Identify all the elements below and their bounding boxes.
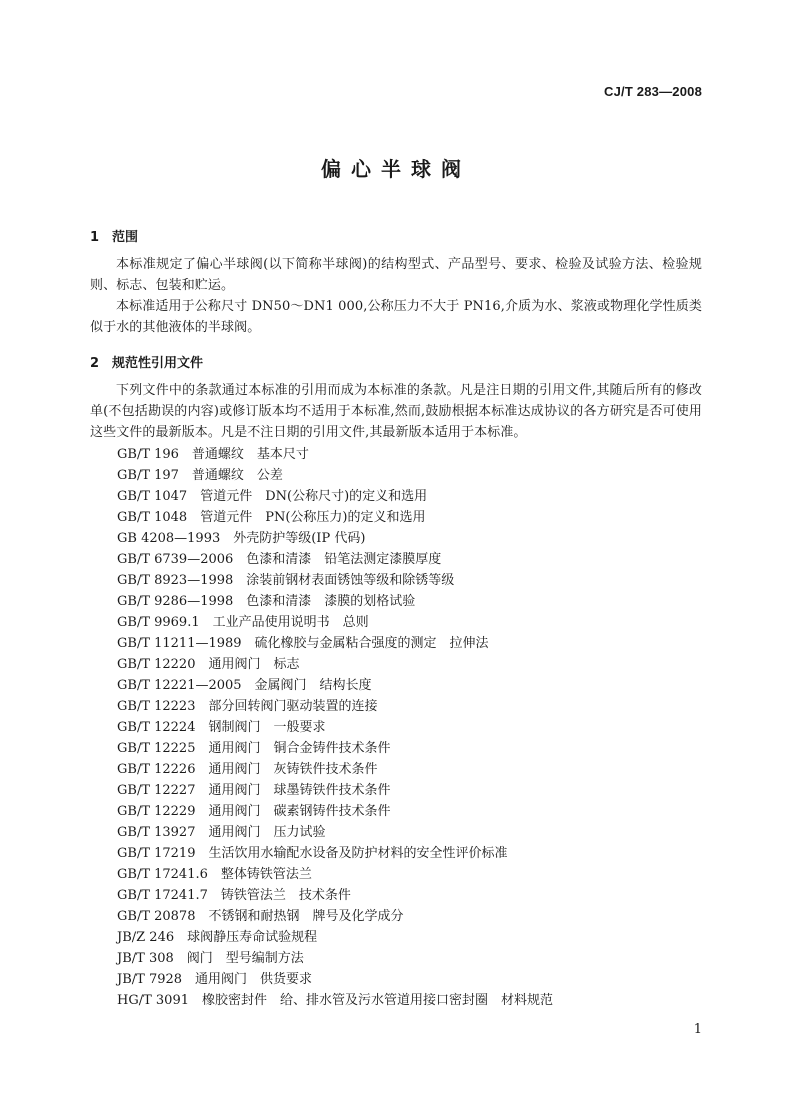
reference-item: GB/T 9969.1 工业产品使用说明书 总则 (117, 615, 369, 630)
section-number: 1 (90, 230, 100, 245)
reference-item: GB/T 196 普通螺纹 基本尺寸 (117, 447, 309, 462)
reference-item: GB/T 12221—2005 金属阀门 结构长度 (117, 678, 372, 693)
reference-item: JB/T 7928 通用阀门 供货要求 (117, 972, 313, 987)
reference-item: GB/T 197 普通螺纹 公差 (117, 468, 283, 483)
reference-item: GB/T 9286—1998 色漆和清漆 漆膜的划格试验 (117, 594, 416, 609)
reference-item: GB/T 17241.7 铸铁管法兰 技术条件 (117, 888, 351, 903)
standard-code: CJ/T 283—2008 (604, 84, 702, 99)
section-title: 规范性引用文件 (112, 356, 204, 371)
section-2-paragraph-1: 下列文件中的条款通过本标准的引用而成为本标准的条款。凡是注日期的引用文件,其随后所有的修改单(不包括勘误的内容)或修订版本均不适用于本标准,然而,鼓励根据本标准达成协议的各方研究是否可使用这些文件的最新版本。凡是不注日期的引用文件,其最新版本适用于本标准。 (90, 383, 702, 440)
reference-item: GB/T 1047 管道元件 DN(公称尺寸)的定义和选用 (117, 489, 428, 504)
section-2-heading (90, 352, 203, 371)
reference-item: JB/T 308 阀门 型号编制方法 (117, 951, 304, 966)
reference-item: GB/T 12220 通用阀门 标志 (117, 657, 300, 672)
reference-item: GB/T 1048 管道元件 PN(公称压力)的定义和选用 (117, 510, 426, 525)
section-number: 2 (90, 356, 100, 371)
reference-item: GB/T 11211—1989 硫化橡胶与金属粘合强度的测定 拉伸法 (117, 636, 489, 651)
section-1-heading (90, 226, 138, 245)
reference-item: GB/T 17241.6 整体铸铁管法兰 (117, 867, 312, 882)
section-title: 范围 (112, 230, 139, 245)
reference-item: GB/T 12226 通用阀门 灰铸铁件技术条件 (117, 762, 378, 777)
reference-item: GB/T 12224 钢制阀门 一般要求 (117, 720, 326, 735)
section-1-paragraph-1: 本标准规定了偏心半球阀(以下简称半球阀)的结构型式、产品型号、要求、检验及试验方法、检验规则、标志、包装和贮运。 (90, 257, 702, 293)
reference-item: GB/T 20878 不锈钢和耐热钢 牌号及化学成分 (117, 909, 404, 924)
document-title: 偏心半球阀 (321, 157, 471, 181)
page-number: 1 (693, 1022, 702, 1037)
reference-item: GB/T 12225 通用阀门 铜合金铸件技术条件 (117, 741, 391, 756)
reference-item: GB/T 17219 生活饮用水输配水设备及防护材料的安全性评价标准 (117, 846, 508, 861)
section-1-paragraph-2: 本标准适用于公称尺寸 DN50～DN1 000,公称压力不大于 PN16,介质为水、浆液或物理化学性质类似于水的其他液体的半球阀。 (90, 299, 702, 335)
reference-item: GB/T 6739—2006 色漆和清漆 铅笔法测定漆膜厚度 (117, 552, 442, 567)
reference-item: GB 4208—1993 外壳防护等级(IP 代码) (117, 531, 366, 546)
reference-item: GB/T 12229 通用阀门 碳素钢铸件技术条件 (117, 804, 391, 819)
reference-item: GB/T 12223 部分回转阀门驱动装置的连接 (117, 699, 378, 714)
normative-references-list (117, 444, 553, 1011)
reference-item: HG/T 3091 橡胶密封件 给、排水管及污水管道用接口密封圈 材料规范 (117, 993, 553, 1008)
reference-item: GB/T 8923—1998 涂装前钢材表面锈蚀等级和除锈等级 (117, 573, 455, 588)
reference-item: GB/T 13927 通用阀门 压力试验 (117, 825, 326, 840)
reference-item: JB/Z 246 球阀静压寿命试验规程 (117, 930, 318, 945)
reference-item: GB/T 12227 通用阀门 球墨铸铁件技术条件 (117, 783, 391, 798)
